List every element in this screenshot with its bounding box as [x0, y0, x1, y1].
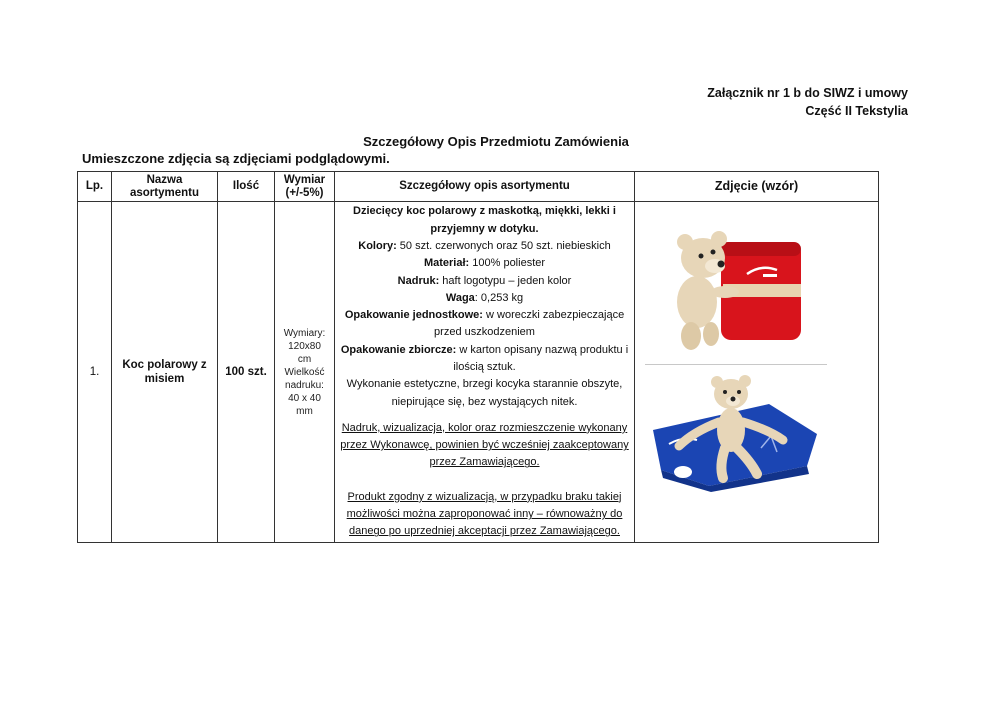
desc-finish: Wykonanie estetyczne, brzegi kocyka starannie obszyte, niepirujące się, bez wystających nitek. [346, 378, 623, 408]
cell-dimensions: Wymiary: 120x80 cm Wielkość nadruku: 40 x 40 mm [275, 202, 335, 543]
header-photo: Zdjęcie (wzór) [635, 172, 879, 202]
photo-divider [645, 364, 827, 365]
red-blanket-with-bear-photo [663, 224, 813, 354]
table-row [78, 202, 879, 543]
photos-note: Umieszczone zdjęcia są zdjęciami podglądowymi. [82, 151, 390, 166]
cell-description [335, 202, 635, 543]
desc-material: Materiał: 100% poliester [423, 257, 546, 270]
table-header-row [78, 172, 879, 202]
page-title: Szczegółowy Opis Przedmiotu Zamówienia [363, 134, 629, 149]
blue-blanket-with-bear-photo [649, 374, 824, 494]
cell-lp: 1. [78, 202, 112, 543]
header-lp: Lp. [78, 172, 112, 202]
desc-bulk-packaging: Opakowanie zbiorcze: w karton opisany nazwą produktu i ilością sztuk. [340, 343, 629, 373]
header-qty: Ilość [218, 172, 275, 202]
cell-name: Koc polarowy z misiem [112, 202, 218, 543]
desc-intro: Dziecięcy koc polarowy z maskotką, miękki, lekki i przyjemny w dotyku. [353, 205, 616, 235]
desc-weight: Waga: 0,253 kg [445, 291, 524, 304]
attachment-label: Załącznik nr 1 b do SIWZ i umowy [707, 86, 908, 100]
desc-visualization-note: Nadruk, wizualizacja, kolor oraz rozmieszczenie wykonany przez Wykonawcę, powinien być wcześniej zaakceptowany przez Zamawiającego. [340, 421, 629, 469]
header-name: Nazwa asortymentu [112, 172, 218, 202]
desc-colors: Kolory: 50 szt. czerwonych oraz 50 szt. niebieskich [358, 239, 611, 252]
cell-qty: 100 szt. [218, 202, 275, 543]
desc-equivalent-note: Produkt zgodny z wizualizacją, w przypadku braku takiej możliwości można zaproponować inny – równoważny do danego po uprzedniej akceptacji przez Zamawiającego. [346, 490, 623, 538]
header-dimensions: Wymiar (+/-5%) [275, 172, 335, 202]
desc-unit-packaging: Opakowanie jednostkowe: w woreczki zabezpieczające przed uszkodzeniem [344, 309, 625, 339]
header-description: Szczegółowy opis asortymentu [335, 172, 635, 202]
specification-table [77, 171, 879, 543]
cell-photo [635, 202, 879, 543]
part-label: Część II Tekstylia [805, 104, 908, 118]
desc-print: Nadruk: haft logotypu – jeden kolor [397, 274, 572, 287]
